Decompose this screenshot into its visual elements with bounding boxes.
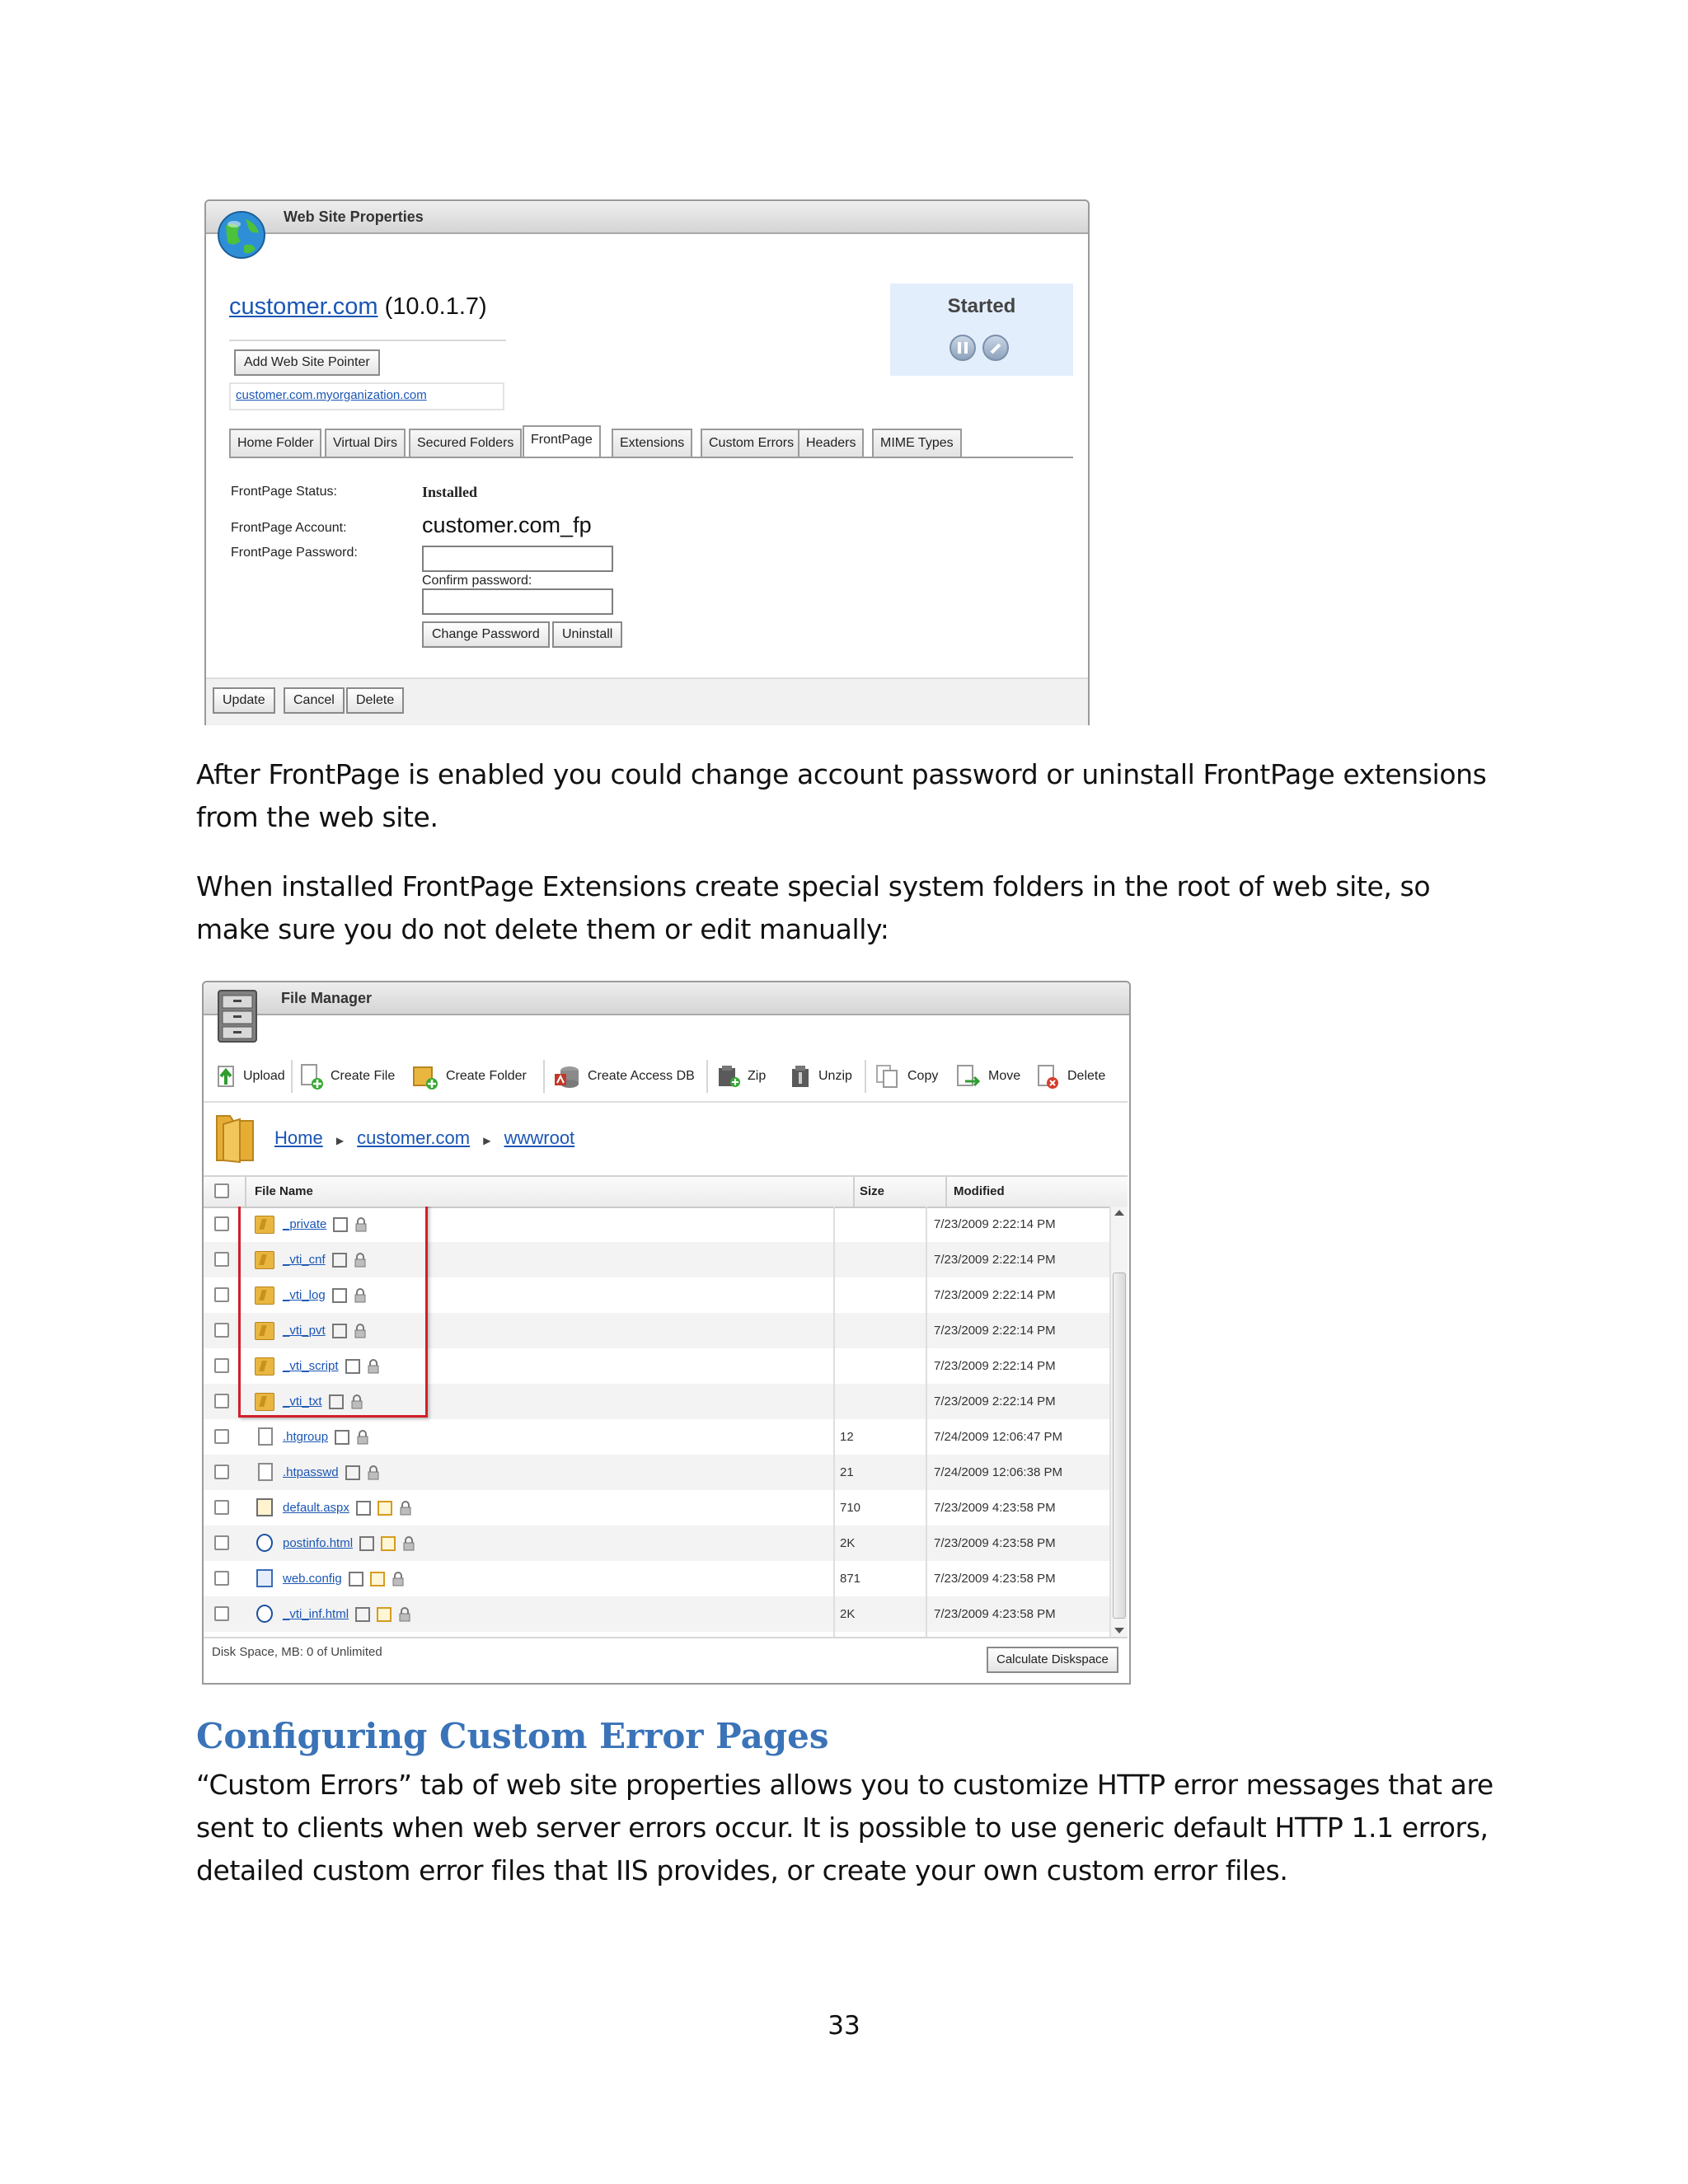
row-checkbox[interactable] <box>214 1394 229 1408</box>
scrollbar[interactable] <box>1109 1207 1128 1637</box>
upload-button[interactable]: Upload <box>215 1053 285 1099</box>
modified-cell: 7/23/2009 2:22:14 PM <box>934 1359 1056 1373</box>
size-cell: 871 <box>840 1572 861 1586</box>
scroll-down-icon[interactable] <box>1114 1628 1124 1633</box>
file-name-link[interactable]: _vti_log <box>283 1288 326 1302</box>
tab-headers[interactable]: Headers <box>798 429 864 457</box>
breadcrumb <box>274 1127 574 1149</box>
file-table-body <box>204 1207 1109 1637</box>
row-checkbox[interactable] <box>214 1571 229 1586</box>
highlight-box <box>238 1207 428 1418</box>
access-db-icon <box>553 1064 581 1089</box>
file-name-link[interactable]: web.config <box>283 1572 342 1586</box>
lock-icon[interactable] <box>392 1572 405 1586</box>
file-name-link[interactable]: .htpasswd <box>283 1465 339 1479</box>
website-properties-window <box>204 199 1090 725</box>
html-file-icon <box>256 1605 273 1623</box>
modified-cell: 7/24/2009 12:06:38 PM <box>934 1465 1062 1479</box>
modified-cell: 7/23/2009 4:23:58 PM <box>934 1536 1056 1550</box>
header-divider <box>853 1177 855 1207</box>
row-checkbox[interactable] <box>214 1465 229 1479</box>
modified-cell: 7/23/2009 2:22:14 PM <box>934 1394 1056 1408</box>
config-file-icon <box>256 1569 273 1587</box>
update-button[interactable]: Update <box>213 687 275 714</box>
file-name-cell <box>283 1419 369 1455</box>
cancel-button[interactable]: Cancel <box>284 687 345 714</box>
lock-icon[interactable] <box>402 1536 415 1551</box>
breadcrumb-separator-icon: ▶ <box>335 1135 345 1146</box>
frontpage-password-label: FrontPage Password: <box>231 546 358 560</box>
file-name-link[interactable]: .htgroup <box>283 1430 329 1444</box>
rename-icon[interactable] <box>356 1501 371 1516</box>
create-file-icon <box>299 1062 324 1090</box>
upload-icon <box>215 1063 237 1090</box>
modified-cell: 7/24/2009 12:06:47 PM <box>934 1430 1062 1444</box>
tab-frontpage[interactable]: FrontPage <box>523 425 601 457</box>
table-row[interactable] <box>204 1561 1109 1596</box>
toolbar-separator <box>865 1060 866 1093</box>
tab-virtual-dirs[interactable]: Virtual Dirs <box>325 429 406 457</box>
copy-button[interactable]: Copy <box>874 1053 938 1099</box>
header-divider <box>245 1177 246 1207</box>
file-name-cell <box>283 1596 411 1632</box>
row-checkbox[interactable] <box>214 1429 229 1444</box>
confirm-password-label: Confirm password: <box>422 574 532 588</box>
toolbar-separator <box>291 1060 293 1093</box>
table-row[interactable] <box>204 1490 1109 1526</box>
column-size[interactable]: Size <box>860 1184 885 1198</box>
site-name-link[interactable]: customer.com <box>229 293 378 320</box>
modified-cell: 7/23/2009 2:22:14 PM <box>934 1324 1056 1338</box>
file-name-link[interactable]: _vti_script <box>283 1359 339 1373</box>
unzip-icon <box>789 1064 812 1089</box>
html-file-icon <box>256 1534 273 1552</box>
globe-icon <box>216 209 267 260</box>
tab-custom-errors[interactable]: Custom Errors <box>701 429 802 457</box>
create-folder-button[interactable]: Create Folder <box>411 1053 527 1099</box>
folder-icon <box>212 1108 258 1165</box>
file-cabinet-icon <box>215 987 261 1045</box>
confirm-password-input[interactable] <box>422 588 613 615</box>
edit-icon[interactable] <box>381 1536 396 1551</box>
table-row[interactable] <box>204 1596 1109 1632</box>
create-folder-icon <box>411 1062 439 1090</box>
toolbar-divider <box>204 1101 1128 1103</box>
unzip-button[interactable]: Unzip <box>789 1053 852 1099</box>
pointer-list <box>229 382 504 410</box>
file-name-link[interactable]: postinfo.html <box>283 1536 354 1550</box>
lock-icon[interactable] <box>356 1430 369 1445</box>
breadcrumb-separator-icon: ▶ <box>483 1135 491 1146</box>
size-cell: 21 <box>840 1465 854 1479</box>
disk-space-text: Disk Space, MB: 0 of Unlimited <box>212 1645 382 1659</box>
modified-cell: 7/23/2009 4:23:58 PM <box>934 1607 1056 1621</box>
status-text: Started <box>947 295 1016 317</box>
table-row[interactable] <box>204 1455 1109 1490</box>
row-checkbox[interactable] <box>214 1216 229 1231</box>
column-divider <box>833 1207 835 1637</box>
edit-icon[interactable] <box>377 1501 392 1516</box>
tab-extensions[interactable]: Extensions <box>612 429 692 457</box>
frontpage-account-label: FrontPage Account: <box>231 521 347 535</box>
frontpage-account-value: customer.com_fp <box>422 513 592 537</box>
tab-home-folder[interactable]: Home Folder <box>229 429 321 457</box>
select-all-checkbox[interactable] <box>214 1183 229 1198</box>
file-name-cell <box>283 1490 412 1526</box>
paragraph-custom-errors: “Custom Errors” tab of web site properties allows you to customize HTTP error messages that are sent to clients when web server errors occur. It is possible to use generic default HTTP 1.1 errors, detailed custom error files that IIS provides, or create your own custom error files. <box>196 1769 1493 1886</box>
breadcrumb-wwwroot[interactable]: wwwroot <box>504 1127 575 1148</box>
modified-cell: 7/23/2009 4:23:58 PM <box>934 1572 1056 1586</box>
table-row[interactable] <box>204 1419 1109 1455</box>
tab-mime-types[interactable]: MIME Types <box>872 429 962 457</box>
modified-cell: 7/23/2009 4:23:58 PM <box>934 1501 1056 1515</box>
row-checkbox[interactable] <box>214 1535 229 1550</box>
file-manager-window <box>202 981 1131 1685</box>
row-checkbox[interactable] <box>214 1323 229 1338</box>
add-web-site-pointer-button[interactable]: Add Web Site Pointer <box>234 349 380 376</box>
column-file-name[interactable]: File Name <box>255 1184 313 1198</box>
tab-secured-folders[interactable]: Secured Folders <box>409 429 522 457</box>
file-name-link[interactable]: _vti_txt <box>283 1394 322 1408</box>
frontpage-password-input[interactable] <box>422 546 613 572</box>
window-footer <box>206 677 1088 725</box>
page-number: 33 <box>828 2011 860 2041</box>
edit-icon[interactable] <box>377 1607 392 1622</box>
size-cell: 710 <box>840 1501 861 1515</box>
toolbar <box>204 1053 1128 1099</box>
create-file-button[interactable]: Create File <box>299 1053 395 1099</box>
rename-icon[interactable] <box>355 1607 370 1622</box>
zip-icon <box>716 1064 741 1089</box>
delete-button[interactable]: Delete <box>1036 1053 1105 1099</box>
zip-button[interactable]: Zip <box>716 1053 766 1099</box>
scroll-up-icon[interactable] <box>1114 1210 1124 1216</box>
window-title: Web Site Properties <box>284 209 424 225</box>
file-name-cell <box>283 1455 380 1490</box>
heading-divider <box>229 340 506 341</box>
window-title-bar <box>206 201 1088 234</box>
delete-button[interactable]: Delete <box>346 687 404 714</box>
create-access-db-button[interactable]: Create Access DB <box>553 1053 695 1099</box>
column-divider <box>926 1207 927 1637</box>
file-name-link[interactable]: default.aspx <box>283 1501 349 1515</box>
file-name-link[interactable]: _private <box>283 1217 327 1231</box>
file-name-cell <box>283 1526 415 1561</box>
site-ip: (10.0.1.7) <box>384 293 487 320</box>
window-title: File Manager <box>281 990 373 1006</box>
rename-icon[interactable] <box>335 1430 349 1445</box>
window-title-bar <box>204 982 1129 1015</box>
move-icon <box>955 1063 982 1090</box>
calculate-diskspace-button[interactable]: Calculate Diskspace <box>987 1647 1118 1673</box>
edit-icon[interactable] <box>370 1572 385 1586</box>
row-checkbox[interactable] <box>214 1252 229 1267</box>
stop-icon[interactable] <box>982 335 1009 361</box>
status-panel <box>890 284 1073 376</box>
copy-icon <box>874 1063 901 1090</box>
aspx-file-icon <box>256 1498 273 1516</box>
site-heading <box>229 293 487 321</box>
file-name-link[interactable]: _vti_cnf <box>283 1253 326 1267</box>
file-name-link[interactable]: _vti_inf.html <box>283 1607 349 1621</box>
frontpage-status-value: Installed <box>422 484 478 500</box>
file-icon <box>258 1427 273 1446</box>
delete-icon <box>1036 1063 1061 1090</box>
rename-icon[interactable] <box>349 1572 363 1586</box>
scroll-thumb[interactable] <box>1113 1272 1126 1619</box>
paragraph-frontpage-enabled: After FrontPage is enabled you could change account password or uninstall FrontPage extensions from the web site. <box>196 758 1487 833</box>
move-button[interactable]: Move <box>955 1053 1020 1099</box>
rename-icon[interactable] <box>345 1465 360 1480</box>
lock-icon[interactable] <box>398 1607 411 1622</box>
lock-icon[interactable] <box>399 1501 412 1516</box>
row-checkbox[interactable] <box>214 1500 229 1515</box>
file-name-cell <box>283 1561 405 1596</box>
toolbar-separator <box>543 1060 545 1093</box>
frontpage-status-label: FrontPage Status: <box>231 485 337 499</box>
section-heading: Configuring Custom Error Pages <box>196 1716 829 1756</box>
lock-icon[interactable] <box>367 1465 380 1480</box>
header-divider <box>945 1177 947 1207</box>
row-checkbox[interactable] <box>214 1358 229 1373</box>
file-manager-footer <box>204 1637 1128 1683</box>
change-password-button[interactable]: Change Password <box>422 621 550 648</box>
modified-cell: 7/23/2009 2:22:14 PM <box>934 1253 1056 1267</box>
modified-cell: 7/23/2009 2:22:14 PM <box>934 1217 1056 1231</box>
paragraph-system-folders: When installed FrontPage Extensions create special system folders in the root of web site, so make sure you do not delete them or edit manually: <box>196 870 1431 945</box>
rename-icon[interactable] <box>359 1536 374 1551</box>
size-cell: 12 <box>840 1430 854 1444</box>
row-checkbox[interactable] <box>214 1287 229 1302</box>
pointer-link[interactable]: customer.com.myorganization.com <box>236 388 427 402</box>
size-cell: 2K <box>840 1607 856 1621</box>
table-row[interactable] <box>204 1526 1109 1561</box>
modified-cell: 7/23/2009 2:22:14 PM <box>934 1288 1056 1302</box>
tab-bar <box>229 429 1073 460</box>
breadcrumb-home[interactable]: Home <box>274 1127 323 1148</box>
tab-underline <box>229 457 1073 458</box>
breadcrumb-customer[interactable]: customer.com <box>357 1127 471 1148</box>
size-cell: 2K <box>840 1536 856 1550</box>
file-name-link[interactable]: _vti_pvt <box>283 1324 326 1338</box>
pause-icon[interactable] <box>950 335 976 361</box>
column-modified[interactable]: Modified <box>954 1184 1005 1198</box>
file-icon <box>258 1463 273 1481</box>
toolbar-separator <box>706 1060 708 1093</box>
table-header <box>204 1175 1128 1208</box>
row-checkbox[interactable] <box>214 1606 229 1621</box>
uninstall-button[interactable]: Uninstall <box>552 621 622 648</box>
